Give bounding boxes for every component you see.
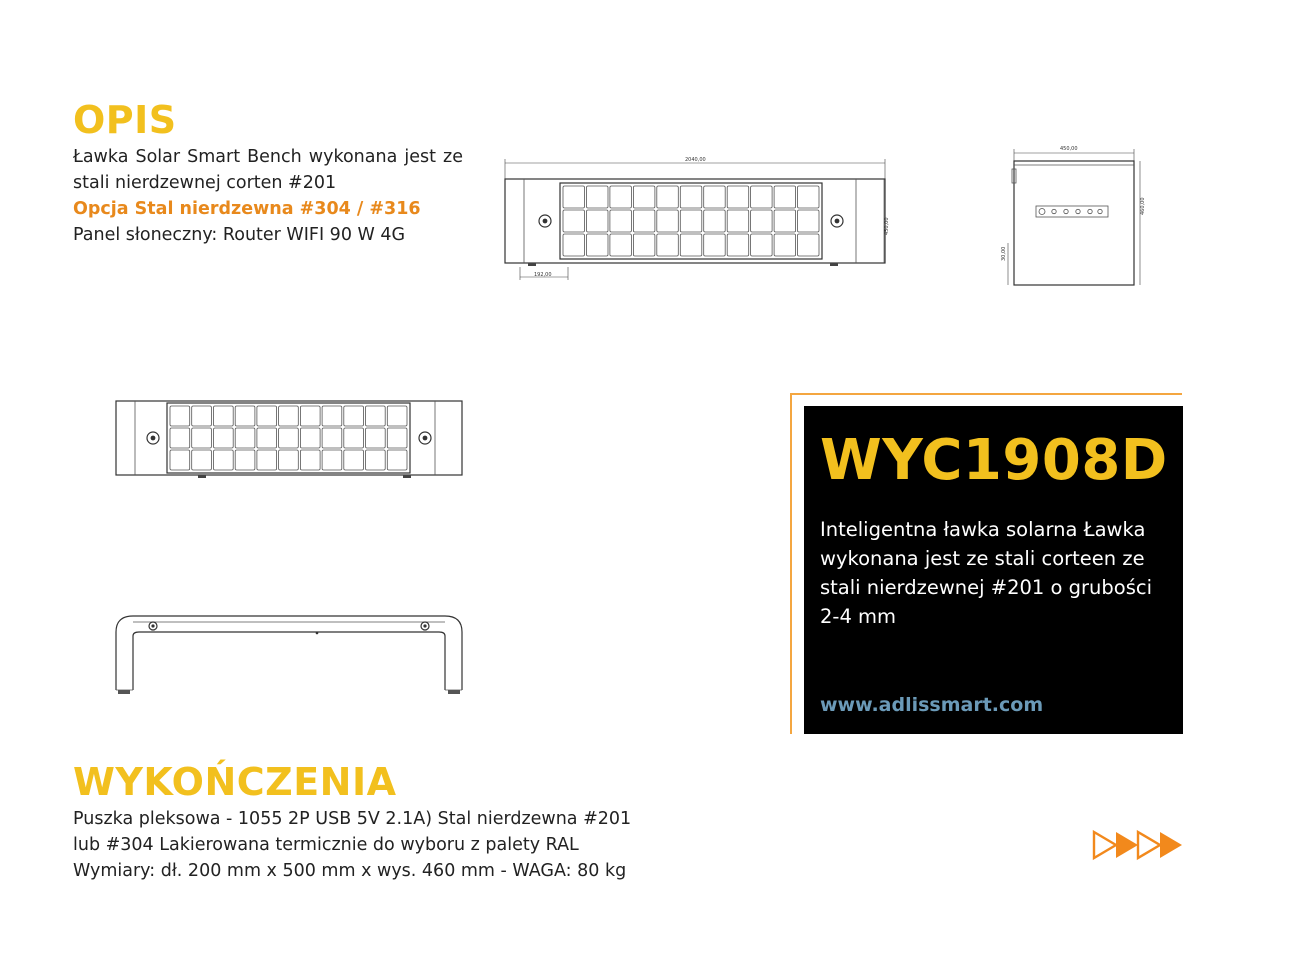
finishes-description xyxy=(73,806,633,884)
solar-cell xyxy=(366,406,386,426)
solar-cell xyxy=(633,234,655,256)
solar-cell xyxy=(322,428,342,448)
side-view-drawing xyxy=(1000,143,1150,293)
solar-cell xyxy=(657,210,679,232)
solar-cell xyxy=(610,234,632,256)
solar-cell xyxy=(257,428,277,448)
solar-cell xyxy=(680,210,702,232)
arrow-outline-icon xyxy=(1138,832,1160,858)
solar-cell xyxy=(680,186,702,208)
offset-dimension-label: 192,00 xyxy=(534,272,552,278)
product-info-box xyxy=(804,406,1183,734)
solar-cell xyxy=(774,210,796,232)
plan-view-drawing xyxy=(115,398,465,480)
solar-cell xyxy=(774,234,796,256)
solar-cell xyxy=(366,428,386,448)
panel-indicator-icon xyxy=(1088,209,1092,213)
solar-cell xyxy=(387,428,407,448)
solar-cell xyxy=(727,186,749,208)
panel-indicator-icon xyxy=(1064,209,1068,213)
solar-cell xyxy=(798,234,820,256)
side-width-label: 450,00 xyxy=(1060,146,1078,152)
solar-cell xyxy=(657,186,679,208)
panel-indicator-icon xyxy=(1039,209,1045,215)
solar-cell xyxy=(257,450,277,470)
width-dimension-label: 450,00 xyxy=(884,217,890,235)
opis-description xyxy=(73,144,463,248)
solar-cell xyxy=(774,186,796,208)
opis-line-1: Ławka Solar Smart Bench wykonana jest ze xyxy=(73,147,463,167)
finishes-line-1: Puszka pleksowa - 1055 2P USB 5V 2.1A) Stal nierdzewna #201 xyxy=(73,809,632,829)
solar-cell xyxy=(680,234,702,256)
solar-cell xyxy=(387,450,407,470)
solar-cell xyxy=(798,210,820,232)
solar-cell xyxy=(192,450,212,470)
solar-cell xyxy=(344,450,364,470)
opis-heading: OPIS xyxy=(73,98,177,142)
solar-cell xyxy=(235,450,255,470)
solar-cell xyxy=(170,428,190,448)
finishes-line-2: lub #304 Lakierowana termicznie do wyboru z palety RAL xyxy=(73,835,579,855)
solar-cell xyxy=(387,406,407,426)
solar-cell xyxy=(727,210,749,232)
solar-cell xyxy=(563,234,585,256)
website-link[interactable]: www.adlissmart.com xyxy=(820,694,1044,716)
solar-cell xyxy=(170,406,190,426)
arrow-outline-icon xyxy=(1094,832,1116,858)
control-panel-icons xyxy=(1039,209,1102,215)
panel-indicator-icon xyxy=(1052,209,1056,213)
top-view-drawing xyxy=(500,155,900,285)
solar-cell xyxy=(322,406,342,426)
solar-cell xyxy=(344,406,364,426)
solar-cell xyxy=(322,450,342,470)
opis-panel: Panel słoneczny: Router WIFI 90 W 4G xyxy=(73,225,406,245)
solar-cell xyxy=(751,210,773,232)
solar-cell xyxy=(704,210,726,232)
finishes-line-3: Wymiary: dł. 200 mm x 500 mm x wys. 460 mm - WAGA: 80 kg xyxy=(73,861,627,881)
frame-accent-left xyxy=(790,393,792,734)
solar-cell xyxy=(563,210,585,232)
solar-cell xyxy=(192,406,212,426)
solar-cell xyxy=(170,450,190,470)
solar-cell xyxy=(798,186,820,208)
solar-cell xyxy=(563,186,585,208)
frame-accent-top xyxy=(790,393,1182,395)
solar-cell xyxy=(587,234,609,256)
solar-cell xyxy=(704,234,726,256)
arrow-filled-icon xyxy=(1116,832,1138,858)
solar-cell xyxy=(587,210,609,232)
solar-cell xyxy=(300,450,320,470)
panel-indicator-icon xyxy=(1098,209,1102,213)
product-description: Inteligentna ławka solarna Ławka wykonana jest ze stali corteen ze stali nierdzewnej #201 o grubości 2-4 mm xyxy=(820,518,1153,628)
solar-cell xyxy=(657,234,679,256)
solar-cell xyxy=(704,186,726,208)
solar-cell xyxy=(633,186,655,208)
product-code: WYC1908D xyxy=(820,428,1168,493)
solar-cell xyxy=(214,428,234,448)
solar-panel-grid xyxy=(563,186,819,256)
solar-cell xyxy=(214,450,234,470)
arrow-filled-icon xyxy=(1160,832,1182,858)
side-foot-label: 30,00 xyxy=(1001,246,1007,261)
solar-cell xyxy=(751,186,773,208)
opis-line-2: stali nierdzewnej corten #201 xyxy=(73,173,337,193)
front-view-drawing xyxy=(115,612,465,697)
solar-cell xyxy=(214,406,234,426)
panel-indicator-icon xyxy=(1076,209,1080,213)
solar-cell xyxy=(366,450,386,470)
solar-cell xyxy=(633,210,655,232)
opis-option: Opcja Stal nierdzewna #304 / #316 xyxy=(73,199,421,219)
solar-cell xyxy=(192,428,212,448)
solar-cell xyxy=(727,234,749,256)
solar-cell xyxy=(610,186,632,208)
solar-cell xyxy=(610,210,632,232)
solar-cell xyxy=(235,428,255,448)
solar-cell xyxy=(344,428,364,448)
finishes-heading: WYKOŃCZENIA xyxy=(73,760,397,804)
solar-cell xyxy=(300,428,320,448)
fast-forward-arrows-icon[interactable] xyxy=(1092,830,1184,860)
solar-cell xyxy=(235,406,255,426)
solar-cell xyxy=(300,406,320,426)
solar-panel-grid xyxy=(170,406,407,470)
solar-cell xyxy=(279,406,299,426)
solar-cell xyxy=(257,406,277,426)
side-height-label: 460,00 xyxy=(1140,197,1146,215)
solar-cell xyxy=(751,234,773,256)
solar-cell xyxy=(279,450,299,470)
solar-cell xyxy=(587,186,609,208)
length-dimension-label: 2040,00 xyxy=(685,157,706,163)
solar-cell xyxy=(279,428,299,448)
